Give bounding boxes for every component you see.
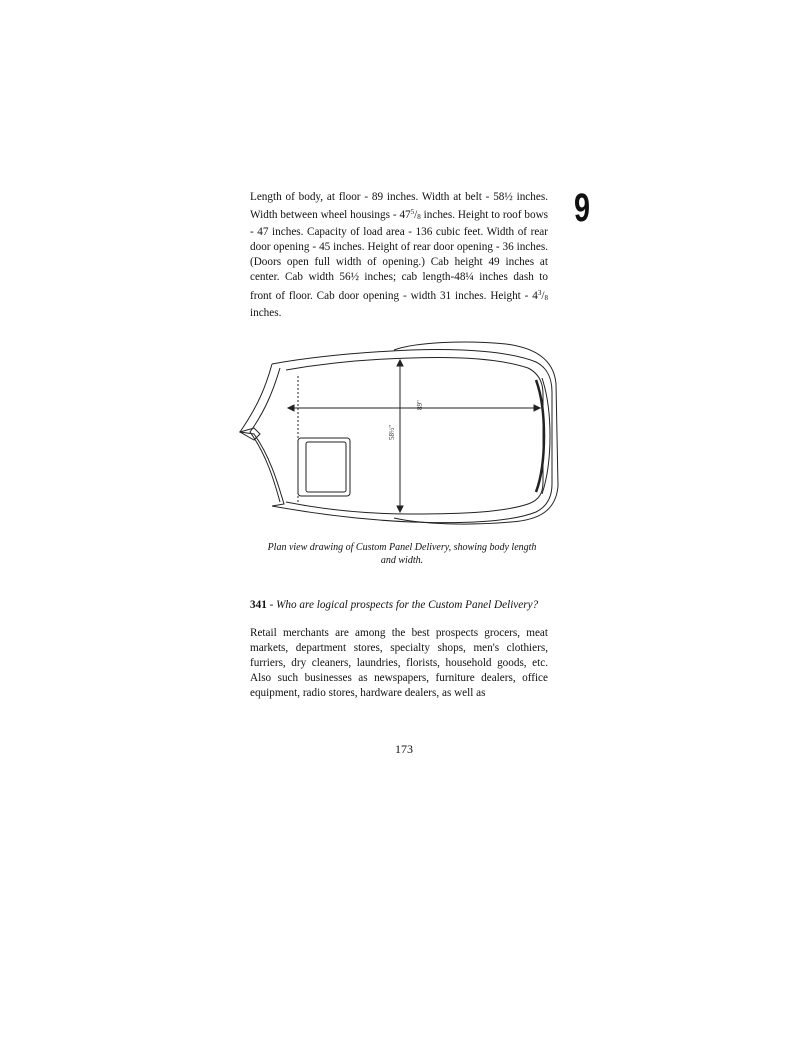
specs-text-part3: inches. <box>250 306 282 319</box>
length-arrow-right <box>534 405 540 411</box>
body-inner-line <box>286 357 543 514</box>
question-text: Who are logical prospects for the Custom Panel Delivery? <box>276 599 539 611</box>
fraction-numerator: 5 <box>410 208 415 217</box>
width-arrow-bottom <box>397 506 403 512</box>
seat-inner <box>306 442 346 492</box>
width-dimension-label: 58½" <box>388 424 396 440</box>
figure-caption: Plan view drawing of Custom Panel Delivery, showing body length and width. <box>267 542 537 566</box>
question-separator: - <box>266 599 277 611</box>
specs-text-part2: inches. Height to roof bows - 47 inches. Capacity of load area - 136 cubic feet. Width of rear door opening - 45 inches. Height of rear door opening - 36 inches. (Doors open full width of opening.) Cab height 49 inches at center. Cab width 56½ inches; cab length-48¼ inches dash to front of floor. Cab door opening - width 31 inches. Height - 4 <box>250 209 548 302</box>
chapter-number: 9 <box>574 186 590 230</box>
fraction-slash: / <box>541 289 545 302</box>
fraction-slash: / <box>414 209 418 222</box>
specs-text-part1: Length of body, at floor - 89 inches. Width at belt - 58½ inches. Width between wheel housings - 47 <box>250 191 548 222</box>
fraction-numerator: 3 <box>537 288 542 297</box>
fraction-denominator: 8 <box>544 293 548 302</box>
question-heading <box>250 598 570 612</box>
rear-door-outline <box>240 364 284 506</box>
body-outline <box>272 350 552 523</box>
front-fender-outline <box>394 342 558 524</box>
length-dimension-label: 89" <box>416 400 424 410</box>
plan-view-drawing <box>236 336 566 536</box>
length-arrow-left <box>288 405 294 411</box>
answer-paragraph: Retail merchants are among the best prospects grocers, meat markets, department stores, specialty shops, men's clothiers, furriers, dry cleaners, laundries, florists, household goods, etc. Also such businesses as newspapers, furniture dealers, office equipment, radio stores, hardware dealers, as well as <box>250 627 548 700</box>
page-number: 173 <box>395 742 413 756</box>
fraction-denominator: 8 <box>417 213 421 222</box>
width-arrow-top <box>397 360 403 366</box>
specs-paragraph <box>250 190 548 321</box>
question-number: 341 <box>250 599 267 611</box>
